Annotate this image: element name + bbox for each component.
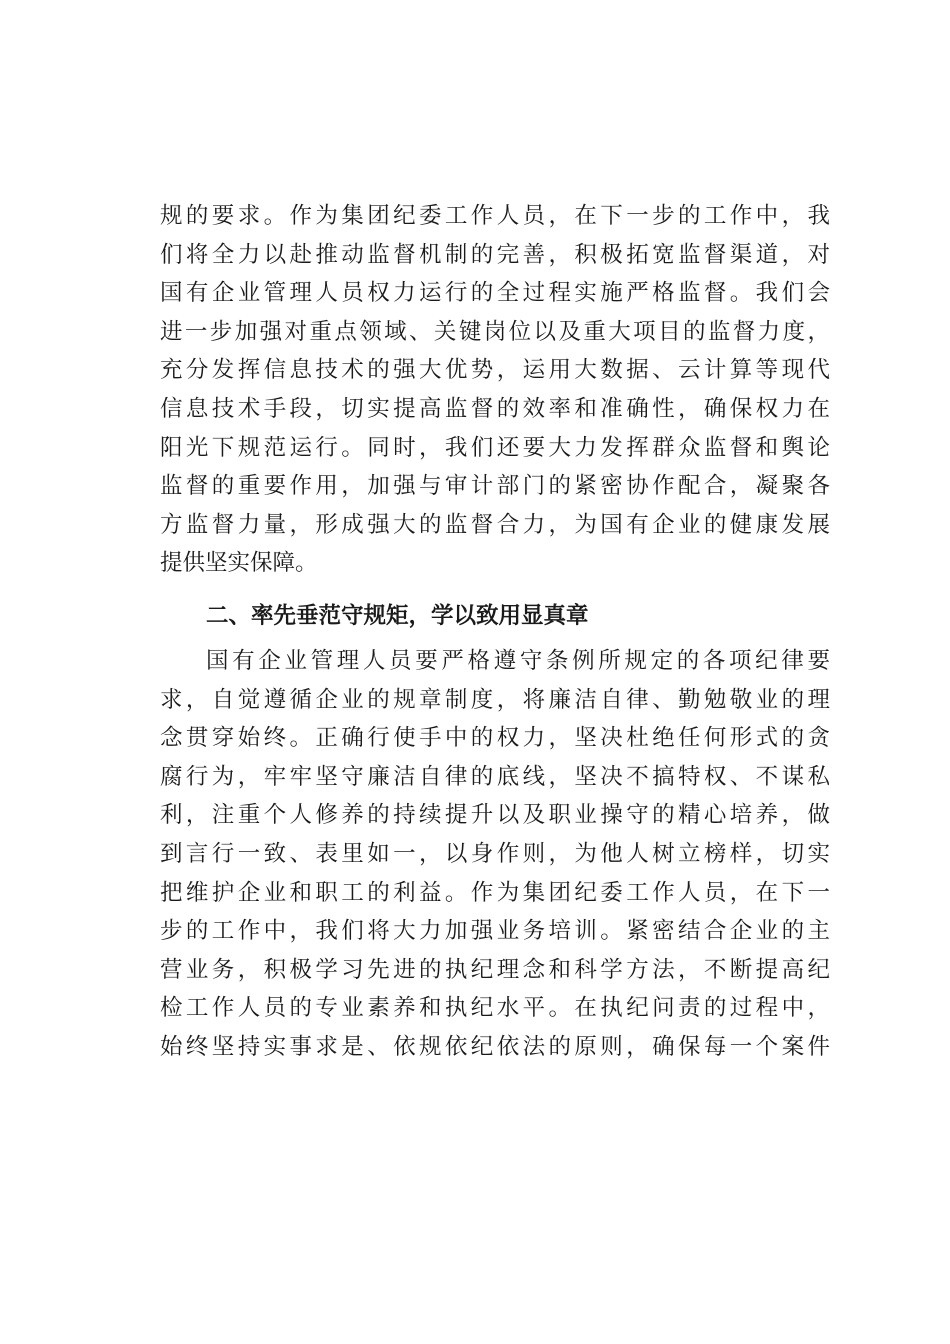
paragraph-line: 提供坚实保障。 [160,550,318,577]
paragraph-line: 检工作人员的专业素养和执纪水平。在执纪问责的过程中， [160,995,830,1022]
paragraph-line: 监督的重要作用，加强与审计部门的紧密协作配合，凝聚各 [160,473,830,500]
paragraph-line: 始终坚持实事求是、依规依纪依法的原则，确保每一个案件 [160,1033,830,1060]
paragraph-line: 步的工作中，我们将大力加强业务培训。紧密结合企业的主 [160,918,830,945]
paragraph-line: 念贯穿始终。正确行使手中的权力，坚决杜绝任何形式的贪 [160,725,830,752]
paragraph-line: 方监督力量，形成强大的监督合力，为国有企业的健康发展 [160,511,830,538]
paragraph-line: 到言行一致、表里如一，以身作则，为他人树立榜样，切实 [160,840,830,867]
paragraph-line: 腐行为，牢牢坚守廉洁自律的底线，坚决不搞特权、不谋私 [160,763,830,790]
section-heading: 二、率先垂范守规矩，学以致用显真章 [206,603,589,629]
paragraph-2 [160,642,830,1067]
paragraph-line: 把维护企业和职工的利益。作为集团纪委工作人员，在下一 [160,879,830,906]
paragraph-line: 信息技术手段，切实提高监督的效率和准确性，确保权力在 [160,395,830,422]
paragraph-line: 求，自觉遵循企业的规章制度，将廉洁自律、勤勉敬业的理 [160,686,830,713]
paragraph-line: 利，注重个人修养的持续提升以及职业操守的精心培养，做 [160,802,830,829]
paragraph-line: 规的要求。作为集团纪委工作人员，在下一步的工作中，我 [160,203,830,229]
paragraph-line: 阳光下规范运行。同时，我们还要大力发挥群众监督和舆论 [160,434,830,461]
paragraph-line: 进一步加强对重点领域、关键岗位以及重大项目的监督力度， [160,318,830,345]
paragraph-1 [160,197,830,583]
paragraph-line: 充分发挥信息技术的强大优势，运用大数据、云计算等现代 [160,357,830,384]
paragraph-line: 国有企业管理人员要严格遵守条例所规定的各项纪律要 [206,648,830,674]
paragraph-line: 国有企业管理人员权力运行的全过程实施严格监督。我们会 [160,280,830,307]
paragraph-line: 们将全力以赴推动监督机制的完善，积极拓宽监督渠道，对 [160,241,830,268]
paragraph-line: 营业务，积极学习先进的执纪理念和科学方法，不断提高纪 [160,956,830,983]
